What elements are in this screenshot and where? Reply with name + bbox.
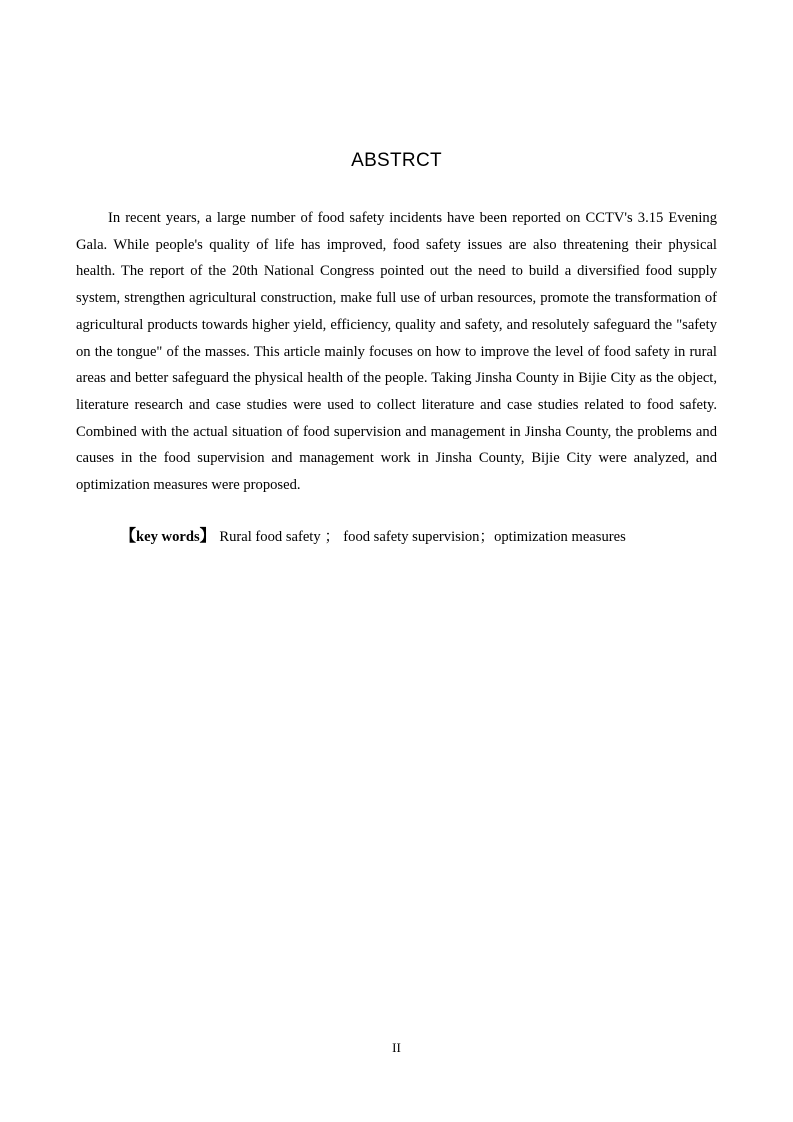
- keywords-label: key words: [136, 529, 200, 545]
- abstract-paragraph: In recent years, a large number of food safety incidents have been reported on CCTV's 3.15 Evening Gala. While people's quality of life has improved, food safety issues are also threatening their physical health. The report of the 20th National Congress pointed out the need to build a diversified food supply system, strengthen agricultural construction, make full use of urban resources, promote the transformation of agricultural products towards higher yield, efficiency, quality and safety, and resolutely safeguard the "safety on the tongue" of the masses. This article mainly focuses on how to improve the level of food safety in rural areas and better safeguard the physical health of the people. Taking Jinsha County in Bijie City as the object, literature research and case studies were used to collect literature and case studies related to food safety. Combined with the actual situation of food supervision and management in Jinsha County, the problems and causes in the food supervision and management work in Jinsha County, Bijie City were analyzed, and optimization measures were proposed.: [76, 210, 717, 494]
- keywords-close-bracket: 】: [199, 528, 216, 545]
- abstract-title: ABSTRCT: [351, 150, 442, 171]
- keywords-open-bracket: 【: [120, 528, 137, 545]
- keyword-item: Rural food safety: [219, 529, 321, 545]
- keyword-separator: ；: [479, 529, 495, 545]
- keyword-item: optimization measures: [494, 529, 626, 545]
- keywords-line: [120, 524, 760, 550]
- page-number: II: [392, 1040, 401, 1055]
- keyword-separator: ；: [324, 529, 340, 545]
- keyword-item: food safety supervision: [343, 529, 480, 545]
